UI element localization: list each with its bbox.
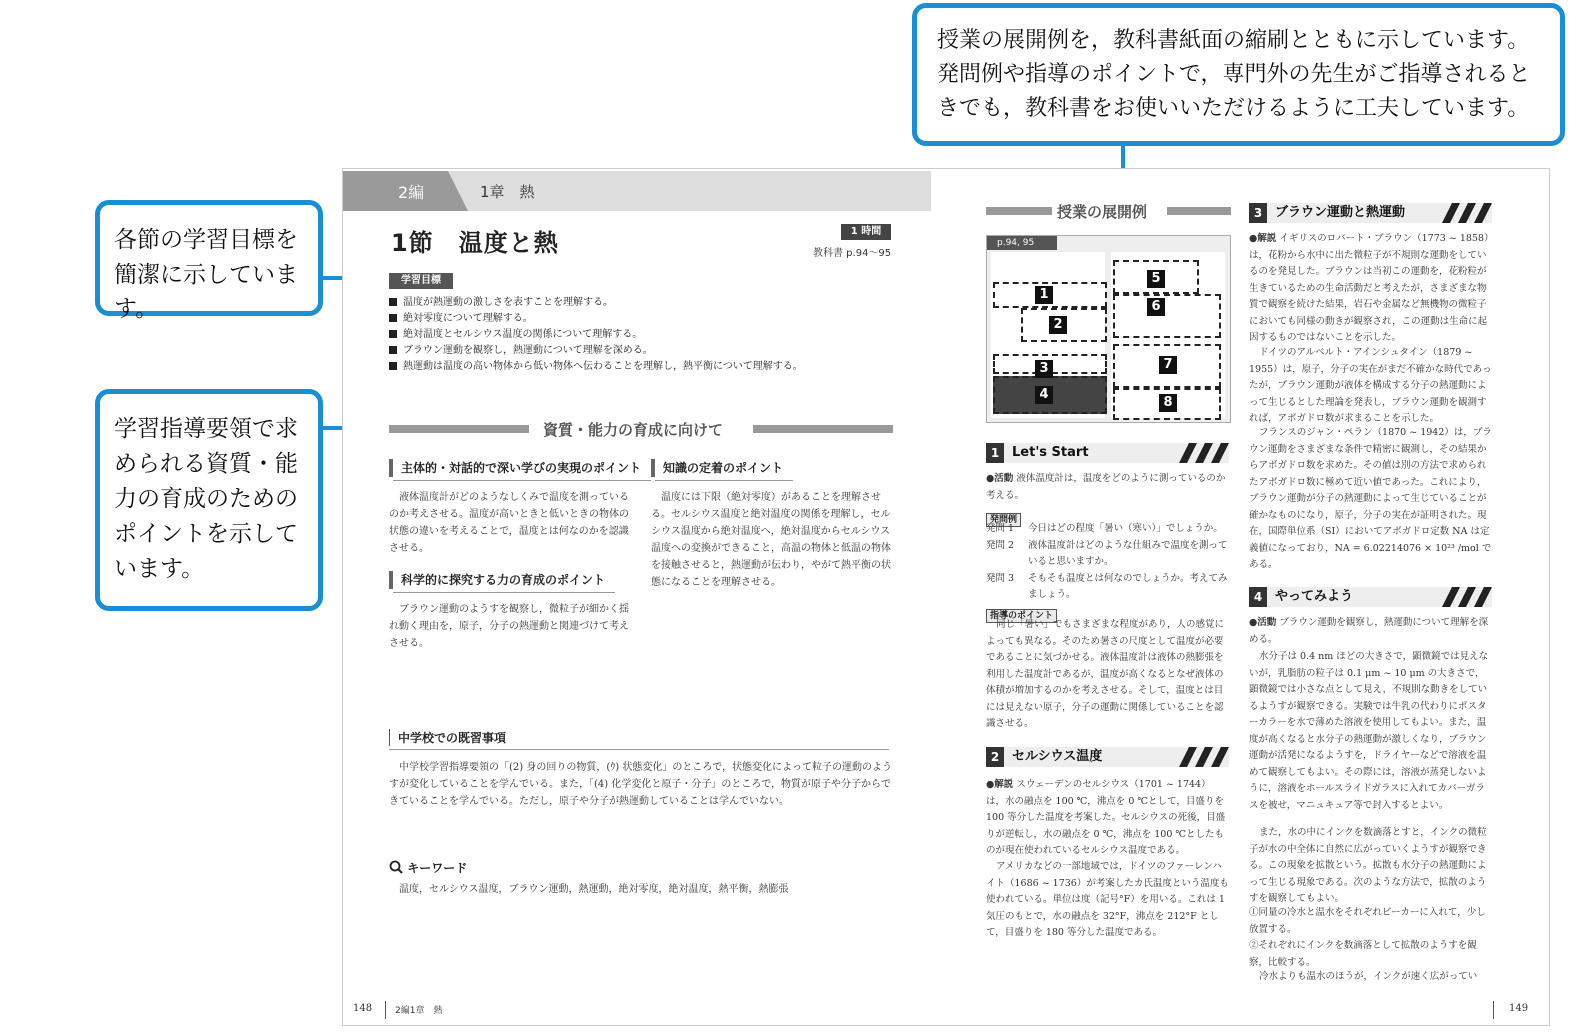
thumb-num-4: 4 <box>1035 386 1053 404</box>
stripes-icon <box>1169 443 1229 463</box>
section4-header <box>1249 587 1492 607</box>
point2-text: 温度には下限（絶対零度）があることを理解させる。セルシウス温度と絶対温度の関係を理解し，セルシウス温度から絶対温度へ，絶対温度からセルシウス温度への変換ができること，高温の物体と低温の物体を接触させると，熱運動が伝わり，やがて熱平衡の状態になることを理解させる。 <box>651 492 891 588</box>
step-item: ①同量の冷水と温水をそれぞれビーカーに入れて，少し放置する。 <box>1249 907 1486 935</box>
section-title: 1節 温度と熱 <box>391 229 559 257</box>
thumb-num-8: 8 <box>1159 394 1177 412</box>
prior-text: 中学校学習指導要領の「(2) 身の回りの物質，(ｳ) 状態変化」のところで，状態変化によって粒子の運動のようすが変化していることを学んでいる。また，「(4) 化学変化と原子・分子」のところで，物質が原子や分子からできていることを学んでいる。ただし，原子や分子が熱運動していることは学んでいない。 <box>389 762 893 807</box>
stripes-icon <box>1432 203 1492 223</box>
goal-item: ブラウン運動を観察し，熱運動について理解を深める。 <box>389 343 909 359</box>
left-page-footer: 2編1章 熱 <box>395 1006 443 1016</box>
right-footer-divider <box>1493 1001 1494 1019</box>
goals-list <box>389 295 909 375</box>
section3-text: ●解説 イギリスのロバート・ブラウン（1773 ~ 1858）は，花粉から水中に出た微粒子が不規則な運動をしているのを発見した。ブラウンは当初この運動を，花粉粒が生きているための生命活動だと考えたが，さまざまな物質で観察を続けた結果，岩石や金属など無機物の微粒子においても同様の動きが観察され，この運動は生命に起因するものではないことを示した。 <box>1249 233 1489 343</box>
thumb-num-5: 5 <box>1147 270 1165 288</box>
question-item: 発問 1 今日はどの程度「暑い（寒い）」でしょうか。 <box>986 523 1223 534</box>
callout-top <box>912 3 1565 146</box>
point2-title: 知識の定着のポイント <box>651 459 783 477</box>
point1-title: 主体的・対話的で深い学びの実現のポイント <box>389 459 641 477</box>
guide-label: 指導のポイント <box>986 603 1057 623</box>
thumb-pages-tab: p.94, 95 <box>987 236 1057 250</box>
section3-text3: フランスのジャン・ペラン（1870 ~ 1942）は，ブラウン運動をさまざまな条件で精密に観測し，その結果からアボガドロ数を求めた。その値は別の方法で求められたアボガドロ数に極めて近い値であった。これにより，ブラウン運動が分子の熱運動によって生じていることが確かなものになり，原子，分子の実在が証明された。現在，国際単位系（SI）においてアボガドロ定数 NA は定義値になっており，NA = 6.02214076 × 10²³ /mol である。 <box>1249 427 1492 570</box>
goals-label: 学習目標 <box>389 273 453 289</box>
skills-heading-band-right <box>753 425 893 433</box>
section3-title: ブラウン運動と熱運動 <box>1275 205 1406 220</box>
point1-text: 液体温度計がどのようなしくみで温度を測っているのか考えさせる。温度が高いときと低いときの物体の状態の違いを考えることで，温度とは何なのかを認識させる。 <box>389 492 629 554</box>
stripes-icon <box>1169 747 1229 767</box>
thumb-num-3: 3 <box>1035 360 1053 378</box>
section2-title: セルシウス温度 <box>1012 749 1103 764</box>
section4-text3: 冷水よりも温水のほうが，インクが速く広がってい <box>1259 971 1478 982</box>
skills-heading: 資質・能力の育成に向けて <box>543 421 724 439</box>
section3-text2: ドイツのアルベルト・アインシュタイン（1879 ~ 1955）は，原子，分子の実在がまだ不確かな時代であったが，ブラウン運動が液体を構成する分子の熱運動によって生じるとした理論を発表し，ブラウン運動を観測すれば，アボガドロ数が求まることを示した。 <box>1249 347 1492 424</box>
question-item: 発問 3 そもそも温度とは何なのでしょうか。考えてみましょう。 <box>986 572 1228 600</box>
textbook-thumbnail <box>986 235 1231 423</box>
chapter-header-bar <box>343 171 931 211</box>
skills-heading-band-left <box>389 425 529 433</box>
right-page-number: 149 <box>1509 1003 1529 1014</box>
question-item: 発問 2 液体温度計はどのような仕組みで温度を測っていると思いますか。 <box>986 539 1228 567</box>
flow-band-right <box>1167 207 1231 215</box>
left-page-number: 148 <box>353 1003 373 1014</box>
thumb-num-7: 7 <box>1159 356 1177 374</box>
callout-top-text: 授業の展開例を，教科書紙面の縮刷とともに示しています。発問例や指導のポイントで，専門外の先生がご指導されるときでも，教科書をお使いいただけるように工夫しています。 <box>937 28 1531 122</box>
step-item: ②それぞれにインクを数滴落として拡散のようすを観察，比較する。 <box>1249 940 1477 968</box>
textbook-ref: 教科書 p.94〜95 <box>813 248 892 259</box>
thumb-num-1: 1 <box>1035 286 1053 304</box>
section4-text2: また，水の中にインクを数滴落とすと，インクの微粒子が水の中全体に自然に広がっていくようすが観察できる。この現象を拡散という。拡散も水分子の熱運動によって生じる現象である。次のような方法で，拡散のようすを観察してもよい。 <box>1249 827 1487 904</box>
header-part: 2編 <box>398 183 425 202</box>
goal-item: 温度が熱運動の激しさを表すことを理解する。 <box>389 295 909 311</box>
section4-title: やってみよう <box>1275 589 1354 604</box>
keyword-title: キーワード <box>407 861 468 875</box>
callout-skills <box>95 389 323 611</box>
question-list <box>986 521 1229 604</box>
header-chapter: 1章 熱 <box>480 183 535 201</box>
goal-item: 熱運動は温度の高い物体から低い物体へ伝わることを理解し，熱平衡について理解する。 <box>389 359 909 375</box>
keyword-header <box>389 859 467 876</box>
section3-num: 3 <box>1249 203 1267 223</box>
flow-band-left <box>986 207 1052 215</box>
section1-num: 1 <box>986 443 1004 463</box>
flow-heading: 授業の展開例 <box>1057 203 1148 221</box>
guide-text: 同じ「暑い」でもさまざまな程度があり，人の感覚によっても異なる。そのため暑さの尺度として温度が必要であることに気づかせる。液体温度計は液体の熱膨張を利用した温度計であるが，温度が高くなるとなぜ液体の体積が増加するのかを考えさせる。そして，温度とは目には見えない原子，分子の運動に関係していることを認識させる。 <box>986 619 1225 729</box>
section4-steps <box>1249 905 1492 971</box>
keywords-text: 温度，セルシウス温度，ブラウン運動，熱運動，絶対零度，絶対温度，熱平衡，熱膨張 <box>399 884 789 895</box>
point3-text: ブラウン運動のようすを観察し，微粒子が細かく揺れ動く理由を，原子，分子の熱運動と関連づけて考えさせる。 <box>389 604 629 649</box>
prior-title: 中学校での既習事項 <box>389 729 506 746</box>
hours-badge: 1 時間 <box>841 224 891 240</box>
section4-activity: ●活動 ブラウン運動を観察し，熱運動について理解を深める。 <box>1249 617 1489 645</box>
callout-skills-text: 学習指導要領で求められる資質・能力の育成のためのポイントを示しています。 <box>114 416 298 582</box>
section2-text2: アメリカなどの一部地域では，ドイツのファーレンハイト（1686 ~ 1736）が考案したカ氏温度という温度も使われている。単位は度（記号°F）を用いる。これは 1 気圧のもとで，水の融点を 32°F，沸点を 212°F として，目盛りを 180 等分した温度である。 <box>986 861 1229 938</box>
question-label: 発問例 <box>986 507 1021 527</box>
section4-text: 水分子は 0.4 nm ほどの大きさで，顕微鏡では見えないが，乳脂肪の粒子は 0.1 μm ~ 10 μm の大きさで，顕微鏡では小さな点として見え，不規則な動きをしているようすが観察できる。実験では牛乳の代わりにポスターカラーを水で薄めた溶液を使用してもよい。また，温度が高くなると水分子の熱運動が激しくなり，ブラウン運動が活発になるようすを，ドライヤーなどで溶液を温めて観察してもよい。その際には，溶液が蒸発しないように，溶液をホールスライドガラスに入れてカバーガラスを被せ，マニュキュア等で封入するとよい。 <box>1249 651 1489 811</box>
footer-divider <box>385 1001 386 1019</box>
prior-rule <box>389 749 889 750</box>
section1-activity: ●活動 液体温度計は，温度をどのように測っているのか考える。 <box>986 473 1226 501</box>
section3-header <box>1249 203 1492 223</box>
section2-num: 2 <box>986 747 1004 767</box>
stripes-icon <box>1432 587 1492 607</box>
thumb-num-2: 2 <box>1049 316 1067 334</box>
goal-item: 絶対温度とセルシウス温度の関係について理解する。 <box>389 327 909 343</box>
goal-item: 絶対零度について理解する。 <box>389 311 909 327</box>
section1-title: Let's Start <box>1012 445 1089 460</box>
thumb-num-6: 6 <box>1147 298 1165 316</box>
section1-header <box>986 443 1229 463</box>
section4-num: 4 <box>1249 587 1267 607</box>
callout-goals-text: 各節の学習目標を簡潔に示しています。 <box>114 227 298 322</box>
section2-text: ●解説 スウェーデンのセルシウス（1701 ~ 1744）は，水の融点を 100 ℃，沸点を 0 ℃として，目盛りを 100 等分した温度を考案した。セルシウスの死後，目盛りが逆転し，水の融点を 0 ℃，沸点を 100 ℃としたものが現在使われているセルシウス温度である。 <box>986 779 1226 856</box>
section2-header <box>986 747 1229 767</box>
point3-title: 科学的に探究する力の育成のポイント <box>389 571 605 589</box>
magnifier-icon <box>389 860 403 874</box>
textbook-spread <box>342 168 1550 1026</box>
callout-goals <box>95 200 323 322</box>
thumb-box-6 <box>1113 294 1221 338</box>
